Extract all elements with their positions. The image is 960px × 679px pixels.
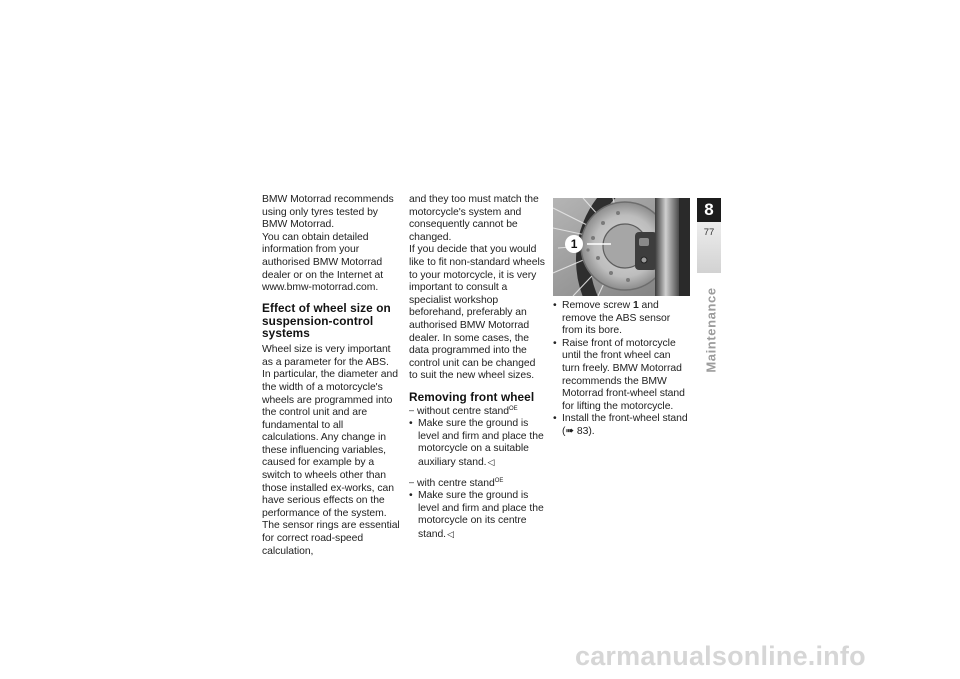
dealer-info-paragraph: You can obtain detailed information from your authorised BMW Motorrad dealer or on the Internet at www.bmw-motorrad.com. [262,231,384,294]
page-reference-link[interactable]: (➠ 83). [562,425,595,437]
list-item [409,418,546,469]
step-list [409,418,546,469]
step-text: BMW Motorrad recommends the BMW Motorrad front-wheel stand for lifting the motorcycle. [562,362,685,412]
bullet: • [553,337,557,349]
list-item [553,413,690,438]
removing-front-wheel-heading: Removing front wheel [409,389,535,404]
condition-with-centre-stand [409,478,546,491]
condition-dash: – [409,476,414,487]
end-marker-icon: ◁ [447,529,454,540]
step-text: and remove the ABS sensor from its bore. [562,300,671,337]
sensor-rings-continued-paragraph: and they too must match the motorcycle's system and consequently cannot be changed. [409,194,539,243]
photo-callout-1: 1 [565,235,583,253]
end-marker-icon: ◁ [487,457,495,468]
section-title: Maintenance [703,287,719,373]
text-column-3 [553,198,690,439]
page-number: 77 [697,222,721,273]
condition-dash: – [409,404,414,415]
step-text: Remove screw [562,300,633,311]
list-item [553,300,690,338]
step-list [553,300,690,439]
step-text: Make sure the ground is level and firm and place the motorcycle on a suitable auxiliary stand. [418,418,544,469]
oe-badge: OE [494,477,504,484]
condition-without-centre-stand [409,406,546,419]
abs-sensor-photo [553,198,690,296]
non-standard-wheels-paragraph: If you decide that you would like to fit non-standard wheels to your motorcycle, it is very important to consult a specialist workshop beforehand, preferably an authorised BMW Motorrad dealer. In some cases, the data programmed into the control unit can be changed to suit the new wheel sizes. [409,244,545,382]
bullet: • [409,490,413,502]
list-item [409,490,546,541]
text-column-1 [262,194,400,558]
condition-text: with centre stand [417,477,495,489]
bullet: • [409,418,413,430]
chapter-tab [697,198,721,273]
watermark: carmanualsonline.info [575,641,866,671]
step-list [409,490,546,541]
step-text: Install the front-wheel stand [562,413,688,425]
wheel-size-heading: Effect of wheel size on suspension-control systems [262,300,391,341]
tyre-recommendation-paragraph: BMW Motorrad recommends using only tyres tested by BMW Motorrad. [262,194,394,231]
wheel-size-paragraph: Wheel size is very important as a parameter for the ABS. In particular, the diameter and the width of a motorcycle's wheels are programmed into the control unit and are fundamental to all calculations. Any change in these influencing variables, caused for example by a switch to wheels other than those installed ex-works, can have serious effects on the performance of the system. [262,344,398,519]
condition-text: without centre stand [417,405,509,417]
bullet: • [553,413,557,425]
list-item [553,338,690,414]
step-text: Raise front of motorcycle until the front wheel can turn freely. [562,337,676,374]
text-column-2 [409,194,546,542]
sensor-rings-paragraph: The sensor rings are essential for correct road-speed calculation, [262,520,400,557]
step-text: Make sure the ground is level and firm and place the motorcycle on its centre stand. [418,490,544,541]
chapter-number: 8 [697,198,721,222]
oe-badge: OE [509,405,518,412]
bullet: • [553,300,557,311]
screw-reference: 1 [632,300,639,311]
